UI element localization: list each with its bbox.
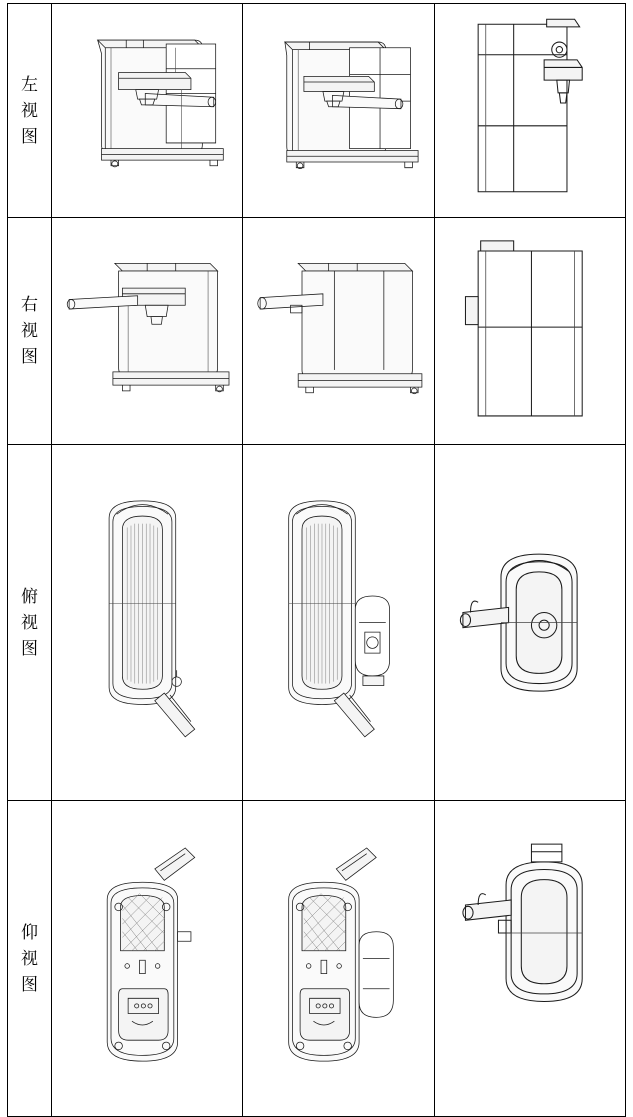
row-label-char: 图: [21, 347, 38, 368]
top-view-base-unit: [52, 445, 243, 801]
row-label-char: 视: [21, 612, 38, 633]
table-row: [8, 218, 626, 445]
top-view-small-scale: [434, 445, 625, 801]
right-view-perspective-1: [52, 218, 243, 445]
right-view-orthographic: [434, 218, 625, 445]
top-view-with-tank: [243, 445, 434, 801]
row-label-left-view: [8, 4, 52, 218]
bottom-view-with-tank: [243, 801, 434, 1117]
table-row: [8, 4, 626, 218]
row-label-char: 视: [21, 100, 38, 121]
row-label-right-view: [8, 218, 52, 445]
row-label-char: 图: [21, 126, 38, 147]
row-label-top-view: [8, 445, 52, 801]
view-table: [7, 3, 626, 1117]
row-label-char: 图: [21, 974, 38, 995]
row-label-char: 仰: [21, 922, 38, 943]
left-view-perspective-1: [52, 4, 243, 218]
row-label-char: 左: [21, 74, 38, 95]
row-label-char: 图: [21, 638, 38, 659]
row-label-char: 视: [21, 948, 38, 969]
drawing-sheet: [0, 3, 633, 995]
table-row: [8, 445, 626, 801]
row-label-char: 视: [21, 321, 38, 342]
row-label-char: 俯: [21, 586, 38, 607]
row-label-char: 右: [21, 295, 38, 316]
bottom-view-base-unit: [52, 801, 243, 1117]
left-view-perspective-2: [243, 4, 434, 218]
table-row: [8, 801, 626, 1117]
left-view-orthographic: [434, 4, 625, 218]
bottom-view-small-scale: [434, 801, 625, 1117]
row-label-bottom-view: [8, 801, 52, 1117]
right-view-perspective-2: [243, 218, 434, 445]
